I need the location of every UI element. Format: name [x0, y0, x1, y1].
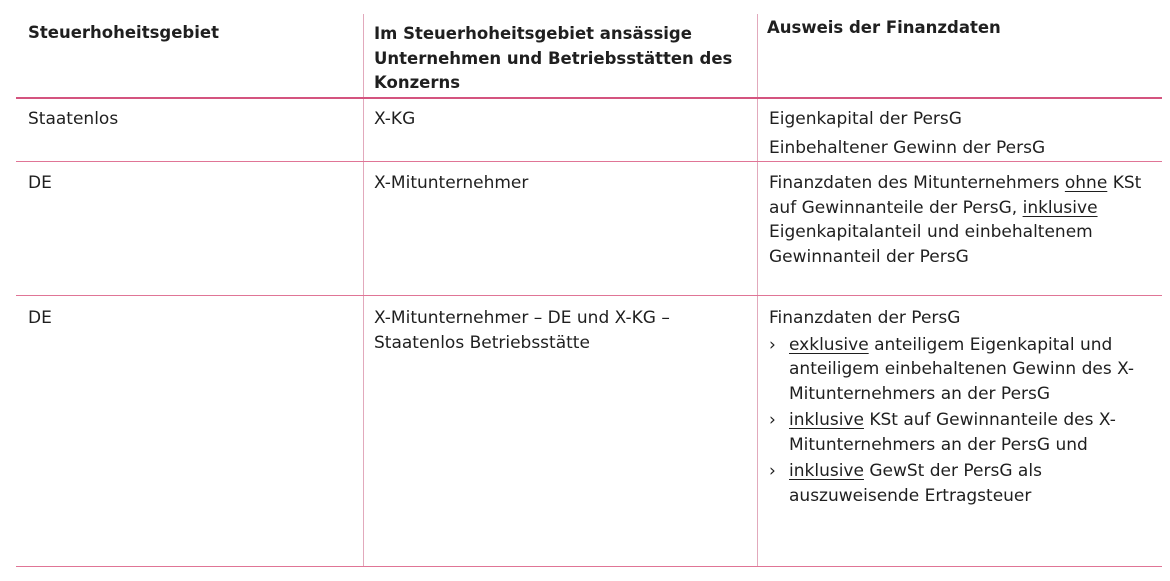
row1-finanzdaten — [769, 107, 1159, 160]
row2-text-3: Eigenkapitalanteil und einbehaltenem Gewinnanteil der PersG — [769, 222, 1093, 267]
bullet2-keyword: inklusive — [789, 410, 864, 430]
row-divider-2 — [16, 295, 1162, 296]
row3-finanzdaten — [769, 306, 1159, 510]
header-steuerhoheitsgebiet: Steuerhoheitsgebiet — [28, 23, 219, 42]
row3-finanzdaten-list — [769, 333, 1159, 509]
row2-steuerhoheitsgebiet: DE — [28, 173, 52, 193]
row1-finanzdaten-line2: Einbehaltener Gewinn der PersG — [769, 137, 1046, 158]
bullet3-keyword: inklusive — [789, 461, 864, 481]
row3-unternehmen: X-Mitunternehmer – DE und X-KG – Staatenlos Betriebsstätte — [374, 308, 670, 353]
row2-text-2: KSt auf Gewinnanteile der PersG, — [769, 173, 1142, 218]
row2-text-1: Finanzdaten des Mitunternehmers — [769, 173, 1065, 193]
row3-steuerhoheitsgebiet: DE — [28, 308, 52, 328]
list-item — [769, 459, 1159, 508]
row2-inklusive-underlined: inklusive — [1022, 197, 1098, 218]
row1-unternehmen: X-KG — [374, 109, 416, 129]
header-divider — [16, 97, 1162, 99]
table-bottom-border — [16, 566, 1162, 567]
row2-unternehmen: X-Mitunternehmer — [374, 173, 529, 193]
list-item — [769, 408, 1159, 457]
row-divider-1 — [16, 161, 1162, 162]
list-item — [769, 333, 1159, 407]
bullet-chevron-icon: › — [769, 461, 776, 481]
bullet-chevron-icon: › — [769, 334, 776, 355]
header-ausweis-finanzdaten: Ausweis der Finanzdaten — [767, 18, 1001, 37]
bullet1-keyword: exklusive — [789, 334, 869, 355]
bullet3-text: GewSt der PersG als auszuweisende Ertragsteuer — [789, 461, 1042, 506]
bullet2-text: KSt auf Gewinnanteile des X-Mitunternehmers an der PersG und — [789, 410, 1116, 455]
row3-finanzdaten-intro: Finanzdaten der PersG — [769, 308, 961, 328]
row1-steuerhoheitsgebiet: Staatenlos — [28, 109, 119, 129]
row1-finanzdaten-line1: Eigenkapital der PersG — [769, 109, 962, 129]
row2-finanzdaten — [769, 171, 1154, 269]
header-unternehmen: Im Steuerhoheitsgebiet ansässige Unternehmen und Betriebsstätten des Konzerns — [374, 24, 733, 92]
bullet1-text: anteiligem Eigenkapital und anteiligem einbehaltenen Gewinn des X-Mitunternehmers an der PersG — [789, 334, 1135, 404]
row2-ohne-underlined: ohne — [1064, 173, 1108, 193]
bullet-chevron-icon: › — [769, 410, 776, 430]
